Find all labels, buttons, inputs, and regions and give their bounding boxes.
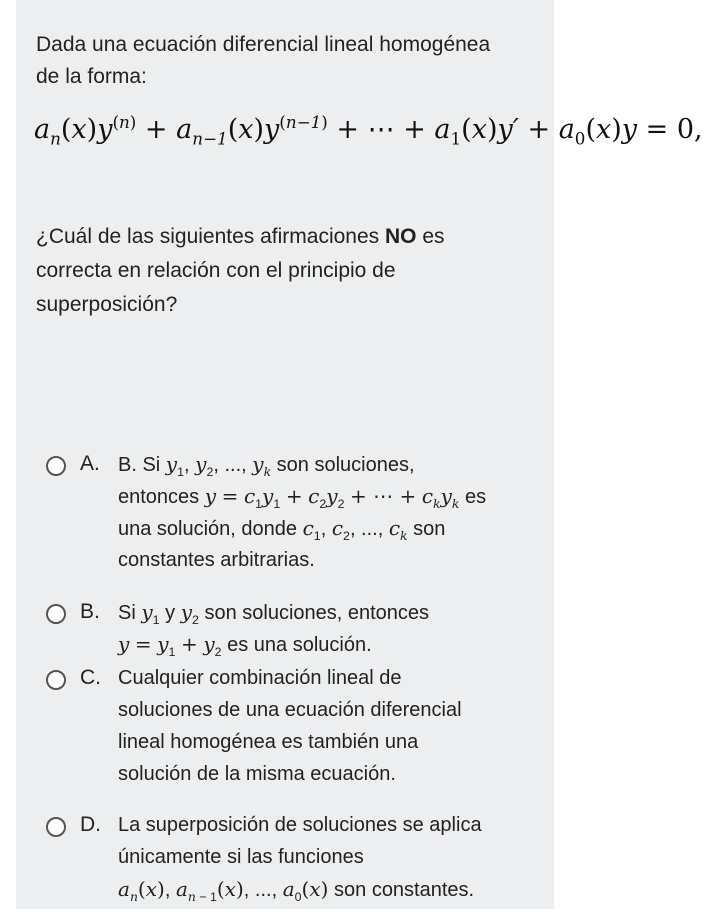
question-line-2: correcta en relación con el principio de — [36, 259, 396, 282]
question-post: es — [416, 225, 445, 248]
option-d-line-3: $a_n(x)$, $a_{n - 1}(x)$, ..., $a_0(x)$ son constantes. — [118, 877, 475, 904]
option-a-line-3: una solución, donde $c_1$, $c_2$, ..., $c_k$ son — [118, 516, 446, 543]
option-a-line-1: B. Si $y_1$, $y_2$, ..., $y_k$ son soluciones, — [118, 452, 415, 479]
option-c-line-4: solución de la misma ecuación. — [118, 763, 396, 785]
option-b-line-1: Si $y_1$ y $y_2$ son soluciones, entonces — [118, 600, 430, 627]
option-b-line-2: $y = y_1 + y_2$ es una solución. — [118, 632, 372, 659]
option-c-letter: C. — [80, 666, 101, 689]
option-a-letter: A. — [80, 452, 100, 475]
option-c-line-2: soluciones de una ecuación diferencial — [118, 699, 462, 721]
question-line-3: superposición? — [36, 293, 178, 316]
question-emphasis: NO — [385, 225, 417, 248]
option-a-line-4: constantes arbitrarias. — [118, 549, 315, 571]
question-line-1 — [36, 222, 445, 252]
option-c-radio[interactable] — [46, 670, 66, 690]
option-c-line-1: Cualquier combinación lineal de — [118, 667, 402, 689]
intro-line-1: Dada una ecuación diferencial lineal homogénea — [36, 33, 491, 56]
equation: $a_n(x)y^{(n)} + a_{n-1}(x)y^{(n-1)}$ + ⋯ + $a_1(x)y' + a_0(x)y = 0$, — [34, 112, 703, 149]
option-d-line-1: La superposición de soluciones se aplica — [118, 814, 482, 836]
option-a-line-2: entonces $y = c_1y_1 + c_2y_2$ + ⋯ + $c_ky_k$ es — [118, 484, 487, 511]
option-b-letter: B. — [80, 600, 100, 623]
option-d-line-2: únicamente si las funciones — [118, 846, 364, 868]
question-pre: ¿Cuál de las siguientes afirmaciones — [36, 225, 386, 248]
intro-line-2: de la forma: — [36, 65, 147, 88]
option-d-radio[interactable] — [46, 817, 66, 837]
option-b-radio[interactable] — [46, 604, 66, 624]
option-d-letter: D. — [80, 813, 101, 836]
option-a-radio[interactable] — [46, 456, 66, 476]
option-c-line-3: lineal homogénea es también una — [118, 731, 419, 753]
